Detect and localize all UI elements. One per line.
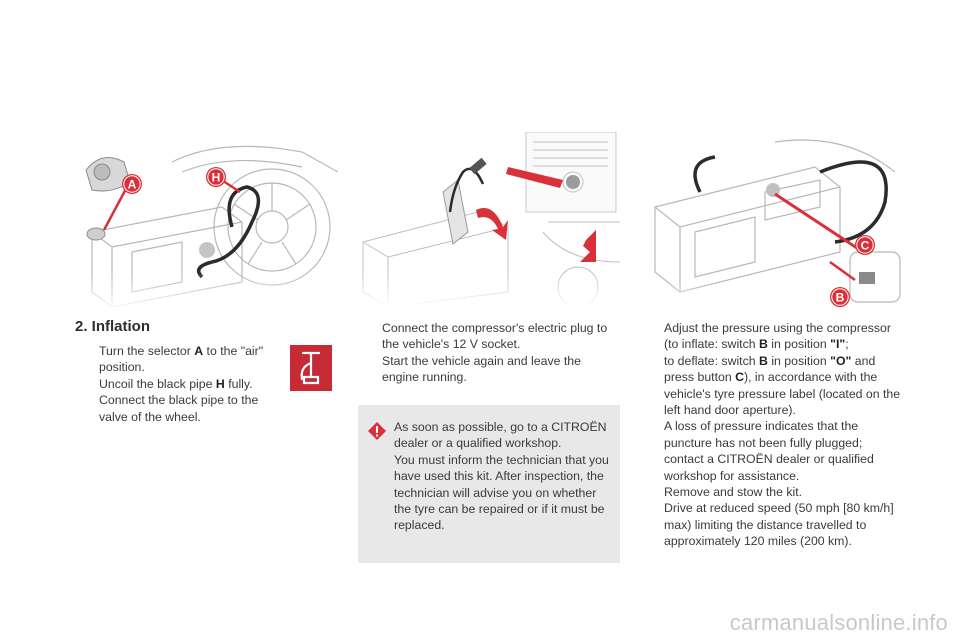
instruction-item: Connect the compressor's electric plug to — [382, 321, 608, 335]
callout-a — [122, 174, 142, 194]
instruction-item: Adjust the pressure using the compressor — [664, 321, 891, 335]
pump-icon — [290, 345, 332, 391]
section-title: 2. Inflation — [75, 318, 150, 335]
instruction-item: Uncoil the black pipe H fully. — [99, 376, 253, 391]
callout-h — [206, 167, 226, 187]
column-2-instructions: Connect the compressor's electric plug to the vehicle's 12 V socket. Start the vehicle again and leave the engine running. — [358, 320, 620, 386]
warning-icon — [367, 421, 387, 441]
column-3-instructions: Adjust the pressure using the compressor (to inflate: switch B in position "I"; to deflate: switch B in position "O" and press button C), in accordance with the vehicle's tyre pressure label (located on the left hand door aperture). A loss of pressure indicates that the puncture has not been fully plugged; contact a CITROËN dealer or qualified workshop for assistance. Remove and stow the kit. Drive at reduced speed (50 mph [80 km/h] max) limiting the distance travelled to approximately 120 miles (200 km). — [640, 320, 910, 550]
callout-c — [855, 235, 875, 255]
instruction-item: Connect the black pipe to the — [99, 393, 259, 408]
watermark: carmanualsonline.info — [729, 610, 948, 635]
warning-text: As soon as possible, go to a CITROËN dealer or a qualified workshop. You must inform the technician that you have used this kit. After inspection, the technician will advise you on whether the tyre can be repaired or if it must be replaced. — [394, 420, 609, 533]
callout-b — [830, 287, 850, 307]
illustration-compressor-controls — [645, 132, 910, 312]
instruction-item: Remove and stow the kit. — [664, 485, 803, 500]
instruction-item: Drive at reduced speed (50 mph [80 km/h] — [664, 501, 894, 516]
illustration-plug-socket — [358, 132, 620, 307]
illustration-compressor-wheel — [72, 132, 338, 312]
svg-text:H: H — [211, 170, 221, 185]
instruction-item: Start the vehicle again and leave the — [382, 353, 581, 368]
instruction-item: Turn the selector A to the "air" — [99, 344, 264, 358]
svg-text:C: C — [860, 238, 870, 253]
warning-box — [358, 405, 620, 563]
column-1-instructions: Turn the selector A to the "air" position. Uncoil the black pipe H fully. Connect the black pipe to the valve of the wheel. — [75, 343, 275, 425]
svg-text:A: A — [127, 177, 137, 192]
svg-text:B: B — [835, 290, 845, 305]
